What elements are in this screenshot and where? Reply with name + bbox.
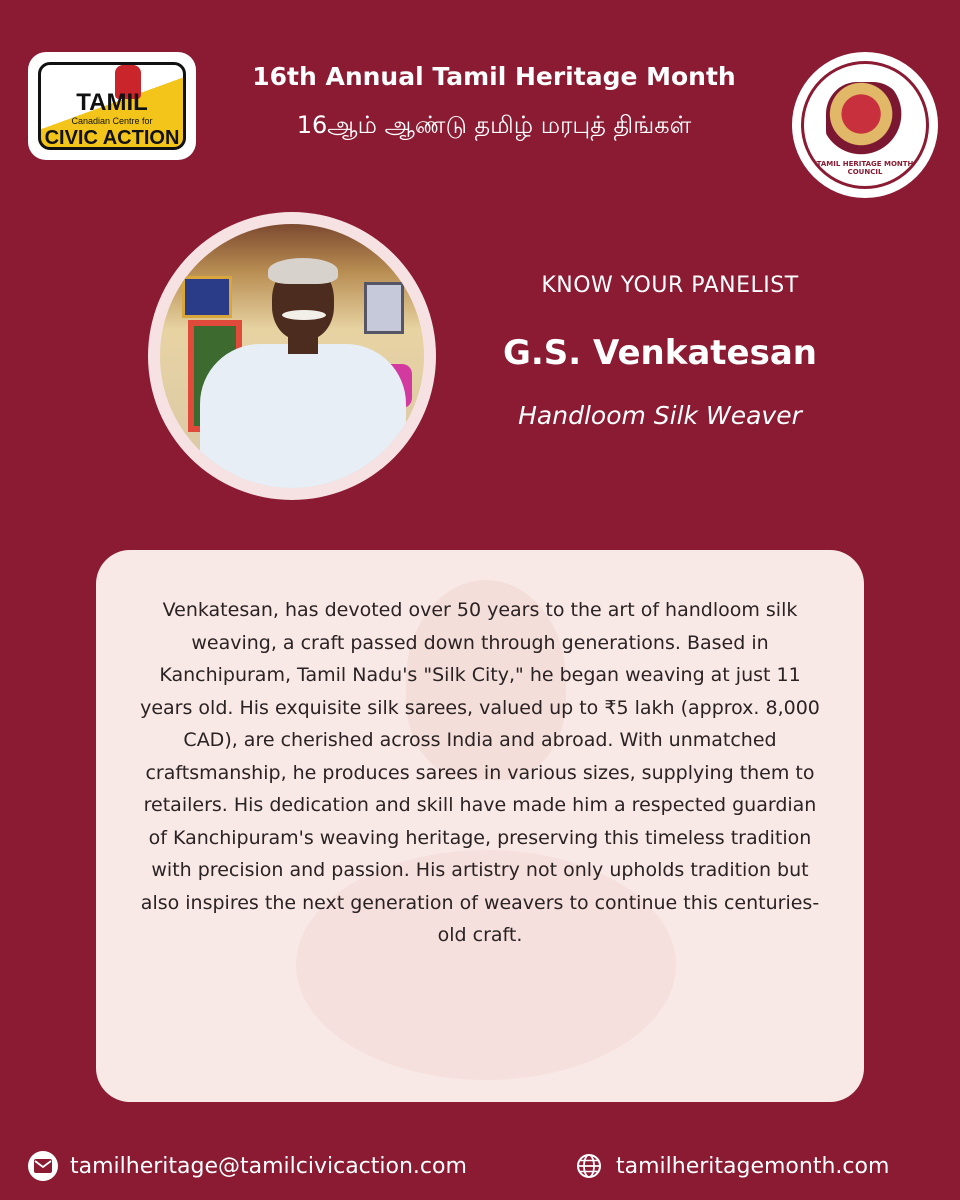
panelist-photo-frame (148, 212, 436, 500)
panelist-photo (160, 224, 424, 488)
email-link[interactable]: tamilheritage@tamilcivicaction.com (70, 1153, 467, 1179)
panelist-role: Handloom Silk Weaver (518, 401, 802, 430)
council-caption: TAMIL HERITAGE MONTH COUNCIL (816, 160, 914, 176)
bio-card (96, 550, 864, 1102)
panelist-name: G.S. Venkatesan (502, 333, 818, 373)
section-kicker: KNOW YOUR PANELIST (541, 273, 799, 298)
logo-line-1: TAMIL (76, 89, 148, 116)
logo-line-2: Canadian Centre for (71, 116, 153, 126)
dancers-illustration-icon (826, 82, 904, 162)
footer-website[interactable] (576, 1148, 889, 1184)
globe-icon (576, 1153, 602, 1179)
header-title-tamil: 16ஆம் ஆண்டு தமிழ் மரபுத் திங்கள் (296, 111, 692, 139)
website-link[interactable]: tamilheritagemonth.com (616, 1153, 890, 1179)
heritage-council-logo (792, 52, 938, 198)
footer-email[interactable] (28, 1148, 467, 1184)
logo-line-3: CIVIC ACTION (44, 127, 180, 149)
header-title-english: 16th Annual Tamil Heritage Month (252, 62, 736, 91)
tamil-civic-action-logo (28, 52, 196, 160)
bio-text: Venkatesan, has devoted over 50 years to the art of handloom silk weaving, a craft passed down through generations. Based in Kanchipuram, Tamil Nadu's "Silk City," he began weaving at just 11 years old. His exquisite silk sarees, valued up to ₹5 lakh (approx. 8,000 CAD), are cherished across India and abroad. With unmatched craftsmanship, he produces sarees in various sizes, supplying them to retailers. His dedication and skill have made him a respected guardian of Kanchipuram's weaving heritage, preserving this timeless tradition with precision and passion. His artistry not only upholds tradition but also inspires the next generation of weavers to continue this centuries-old craft. (140, 599, 820, 946)
envelope-icon (28, 1151, 58, 1181)
logo-badge (38, 62, 186, 150)
